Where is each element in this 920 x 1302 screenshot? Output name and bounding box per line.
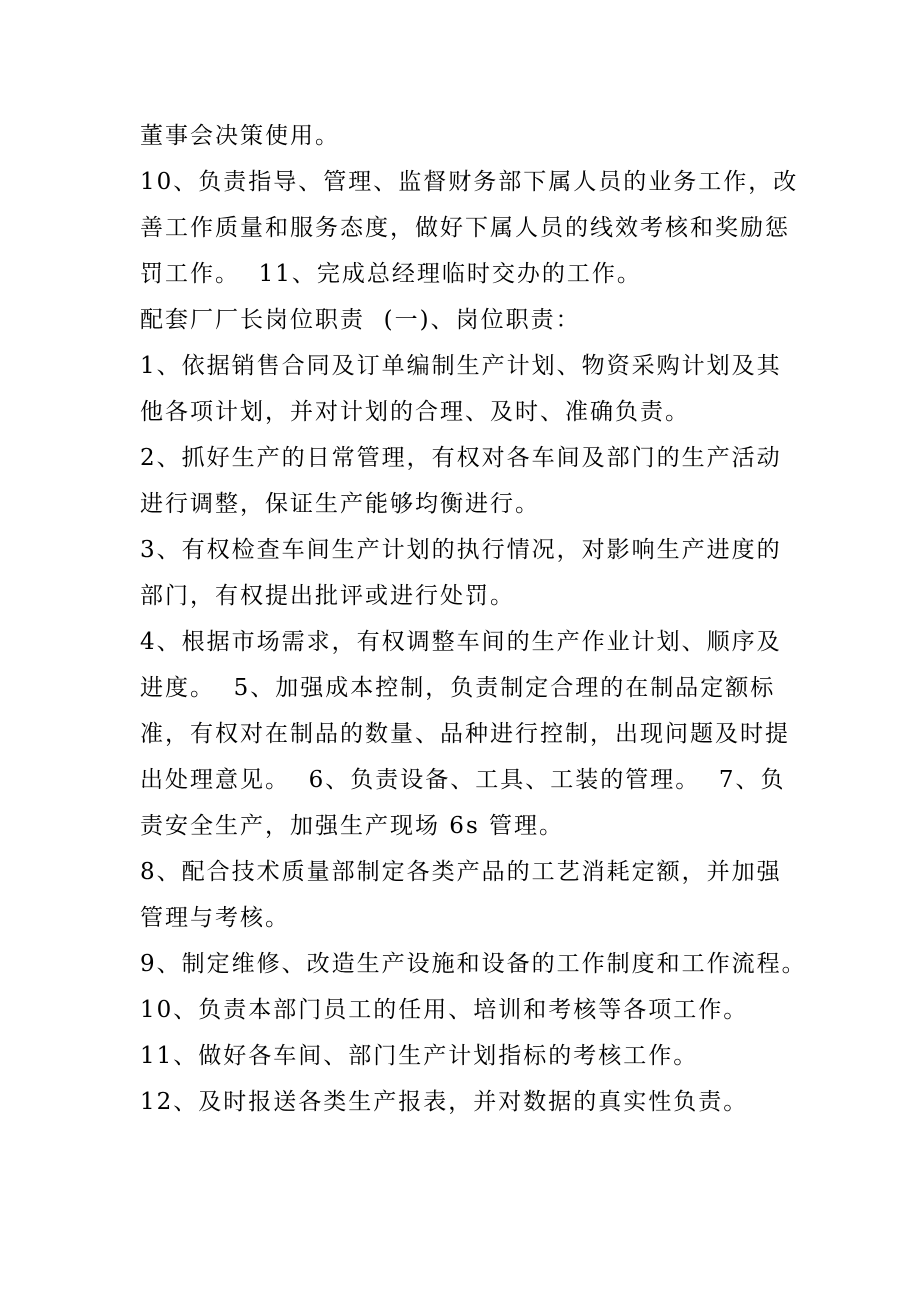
text-line: 10、负责本部门员工的任用、培训和考核等各项工作。 xyxy=(140,997,749,1023)
section-heading: 配套厂厂长岗位职责 (一)、岗位职责： xyxy=(140,307,581,333)
text-line: 进行调整，保证生产能够均衡进行。 xyxy=(140,491,540,517)
text-line: 3、有权检查车间生产计划的执行情况，对影响生产进度的 xyxy=(140,537,782,563)
text-line: 罚工作。 11、完成总经理临时交办的工作。 xyxy=(140,261,642,287)
text-line: 管理与考核。 xyxy=(140,905,290,931)
text-line: 责安全生产，加强生产现场 6s 管理。 xyxy=(140,813,565,839)
text-line: 9、制定维修、改造生产设施和设备的工作制度和工作流程。 xyxy=(140,951,807,977)
text-line: 进度。 5、加强成本控制，负责制定合理的在制品定额标 xyxy=(140,675,776,701)
text-line: 8、配合技术质量部制定各类产品的工艺消耗定额，并加强 xyxy=(140,859,782,885)
text-line: 4、根据市场需求，有权调整车间的生产作业计划、顺序及 xyxy=(140,629,782,655)
text-line: 善工作质量和服务态度，做好下属人员的线效考核和奖励惩 xyxy=(140,215,790,241)
text-line: 12、及时报送各类生产报表，并对数据的真实性负责。 xyxy=(140,1089,749,1115)
text-line: 1、依据销售合同及订单编制生产计划、物资采购计划及其 xyxy=(140,353,782,379)
text-line: 部门，有权提出批评或进行处罚。 xyxy=(140,583,515,609)
text-line: 他各项计划，并对计划的合理、及时、准确负责。 xyxy=(140,399,690,425)
text-line: 出处理意见。 6、负责设备、工具、工装的管理。 7、负 xyxy=(140,767,786,793)
document-body xyxy=(140,113,805,1125)
text-line: 11、做好各车间、部门生产计划指标的考核工作。 xyxy=(140,1043,699,1069)
text-line: 10、负责指导、管理、监督财务部下属人员的业务工作，改 xyxy=(140,169,799,195)
text-line: 准，有权对在制品的数量、品种进行控制，出现问题及时提 xyxy=(140,721,790,747)
text-line: 2、抓好生产的日常管理，有权对各车间及部门的生产活动 xyxy=(140,445,782,471)
text-line: 董事会决策使用。 xyxy=(140,123,340,149)
